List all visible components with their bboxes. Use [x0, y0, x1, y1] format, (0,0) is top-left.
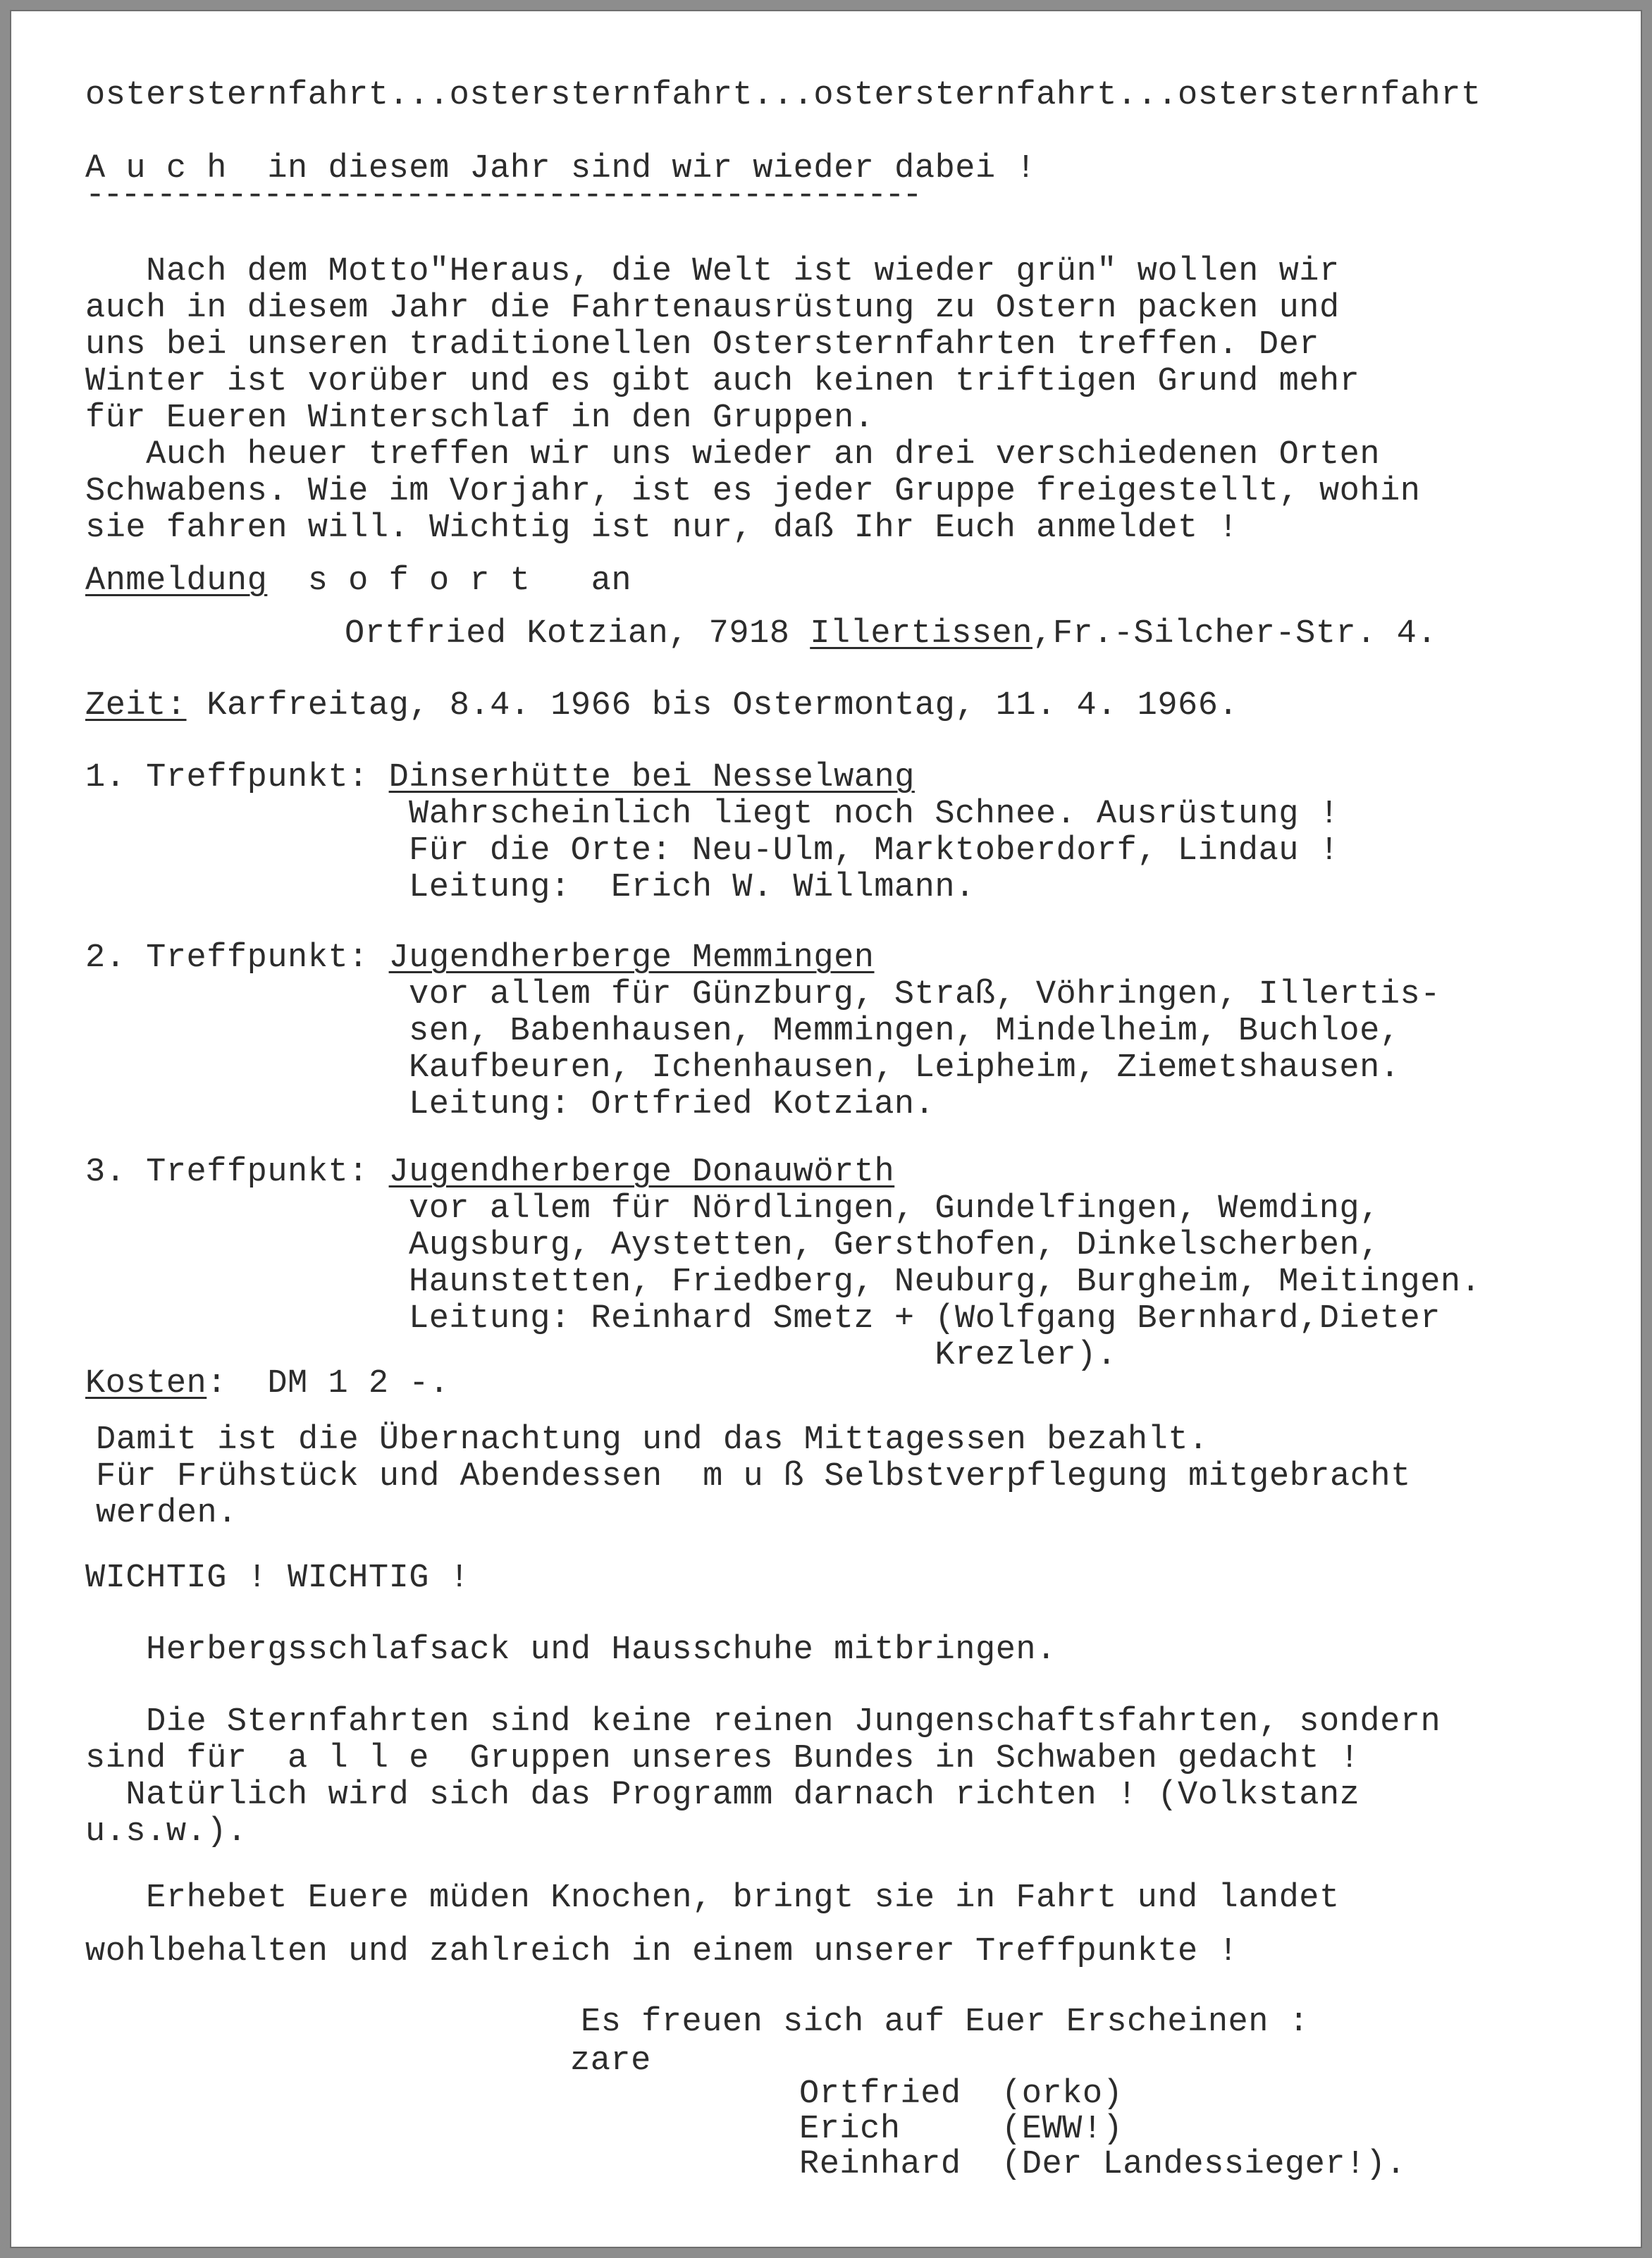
meeting-point-label: 1. Treffpunkt: — [85, 759, 389, 796]
meeting-point-detail: Leitung: Erich W. Willmann. — [409, 869, 975, 906]
address-town: Illertissen — [810, 615, 1032, 653]
header-line: ostersternfahrt...ostersternfahrt...ostersternfahrt...ostersternfahrt — [85, 77, 1481, 114]
signoff-greeting: Es freuen sich auf Euer Erscheinen : — [581, 2004, 1309, 2041]
important-notice: WICHTIG ! WICHTIG ! — [85, 1560, 470, 1597]
time-text: Karfreitag, 8.4. 1966 bis Ostermontag, 11. 4. 1966. — [186, 687, 1239, 724]
signoff-prefix: zare — [570, 2042, 651, 2080]
intro-line: auch in diesem Jahr die Fahrtenausrüstung zu Ostern packen und — [85, 290, 1340, 327]
note-line: Natürlich wird sich das Programm darnach richten ! (Volkstanz — [85, 1777, 1360, 1814]
registration-line — [85, 563, 631, 600]
time-label: Zeit: — [85, 687, 187, 724]
meeting-point-detail: Haunstetten, Friedberg, Neuburg, Burgheim, Meitingen. — [409, 1264, 1481, 1301]
registration-address: Ortfried Kotzian, 7918 Illertissen,Fr.-Silcher-Str. 4. — [345, 615, 1438, 653]
signature-line: Reinhard (Der Landessieger!). — [799, 2146, 1407, 2183]
meeting-point-detail: Leitung: Reinhard Smetz + (Wolfgang Bernhard,Dieter — [409, 1300, 1441, 1338]
costs-line: Für Frühstück und Abendessen m u ß Selbstverpflegung mitgebracht — [96, 1458, 1411, 1495]
closing-line: wohlbehalten und zahlreich in einem unserer Treffpunkte ! — [85, 1933, 1239, 1970]
headline-underline: ----------------------------------------------- — [85, 177, 920, 214]
meeting-point-detail: Krezler). — [409, 1337, 1117, 1374]
intro-line: Auch heuer treffen wir uns wieder an drei verschiedenen Orten — [85, 436, 1381, 474]
costs-line: Damit ist die Übernachtung und das Mittagessen bezahlt. — [96, 1421, 1209, 1459]
meeting-point-place: Dinserhütte bei Nesselwang — [388, 759, 915, 796]
meeting-point-detail: Kaufbeuren, Ichenhausen, Leipheim, Ziemetshausen. — [409, 1049, 1400, 1087]
registration-label: Anmeldung — [85, 562, 268, 600]
costs-line: werden. — [96, 1495, 238, 1532]
meeting-point-detail: Augsburg, Aystetten, Gersthofen, Dinkelscherben, — [409, 1227, 1380, 1264]
intro-line: für Eueren Winterschlaf in den Gruppen. — [85, 400, 875, 437]
meeting-point-label: 2. Treffpunkt: — [85, 939, 389, 977]
meeting-point-detail: Wahrscheinlich liegt noch Schnee. Ausrüstung ! — [409, 796, 1340, 833]
meeting-point-detail: Leitung: Ortfried Kotzian. — [409, 1086, 935, 1123]
note-line: sind für a l l e Gruppen unseres Bundes in Schwaben gedacht ! — [85, 1740, 1360, 1777]
intro-line: Schwabens. Wie im Vorjahr, ist es jeder Gruppe freigestellt, wohin — [85, 473, 1421, 510]
meeting-point-place: Jugendherberge Donauwörth — [388, 1154, 895, 1191]
registration-text: s o f o r t an — [267, 562, 632, 600]
note-line: Die Sternfahrten sind keine reinen Jungenschaftsfahrten, sondern — [85, 1703, 1441, 1741]
intro-line: Winter ist vorüber und es gibt auch keinen triftigen Grund mehr — [85, 363, 1360, 400]
costs-amount: : DM 1 2 -. — [207, 1365, 450, 1402]
meeting-point-detail: vor allem für Nördlingen, Gundelfingen, Wemding, — [409, 1190, 1380, 1228]
closing-line: Erhebet Euere müden Knochen, bringt sie in Fahrt und landet — [85, 1880, 1340, 1917]
intro-line: sie fahren will. Wichtig ist nur, daß Ihr Euch anmeldet ! — [85, 510, 1239, 547]
signature-line: Ortfried (orko) — [799, 2075, 1123, 2113]
time-line — [85, 688, 1238, 724]
meeting-point-detail: Für die Orte: Neu-Ulm, Marktoberdorf, Lindau ! — [409, 832, 1340, 870]
intro-line: uns bei unseren traditionellen Ostersternfahrten treffen. Der — [85, 326, 1319, 364]
meeting-point-detail: vor allem für Günzburg, Straß, Vöhringen, Illertis- — [409, 976, 1441, 1013]
costs-label: Kosten — [85, 1365, 207, 1402]
meeting-point-place: Jugendherberge Memmingen — [388, 939, 875, 977]
bring-items: Herbergsschlafsack und Hausschuhe mitbringen. — [85, 1631, 1056, 1669]
meeting-point-detail: sen, Babenhausen, Memmingen, Mindelheim, Buchloe, — [409, 1013, 1400, 1050]
headline: A u c h in diesem Jahr sind wir wieder dabei ! — [85, 150, 1037, 187]
note-line: u.s.w.). — [85, 1813, 247, 1851]
meeting-point-label: 3. Treffpunkt: — [85, 1154, 389, 1191]
document-page — [10, 10, 1642, 2248]
signature-line: Erich (EWW!) — [799, 2111, 1123, 2148]
intro-line: Nach dem Motto"Heraus, die Welt ist wieder grün" wollen wir — [85, 253, 1340, 290]
